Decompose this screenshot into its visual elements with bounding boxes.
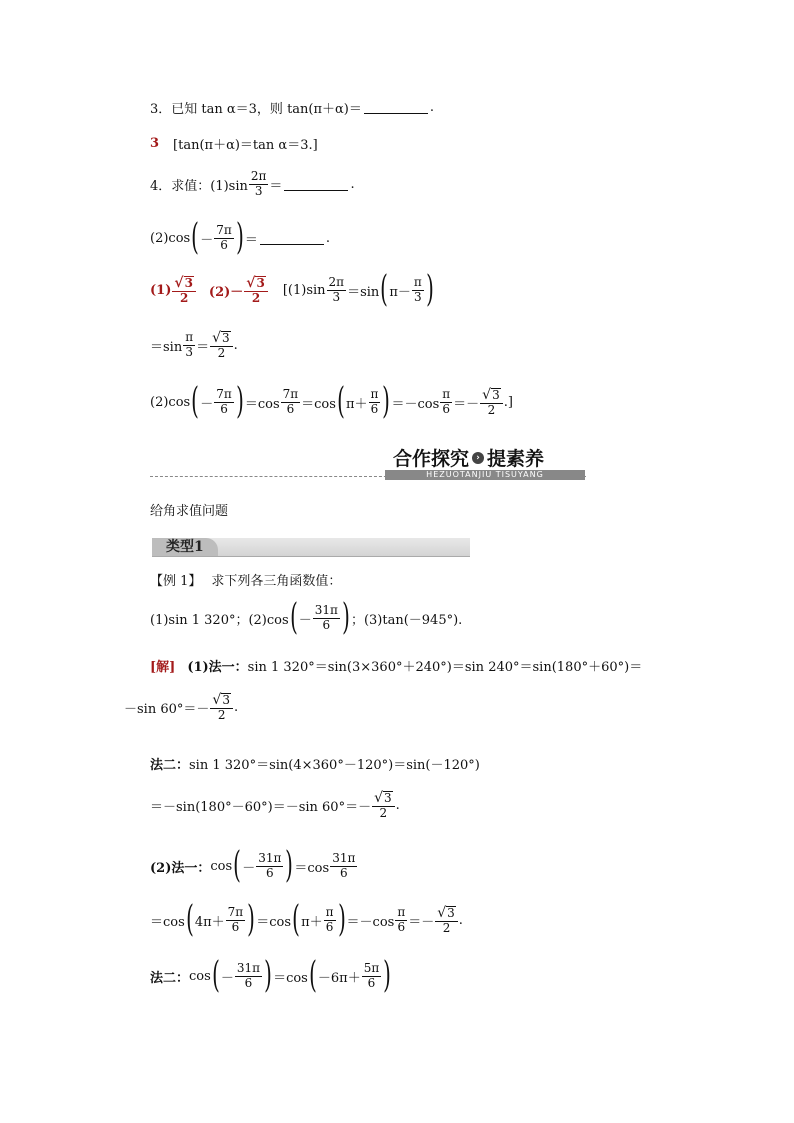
answer-fraction: √ 3 2	[244, 275, 268, 306]
banner-subtitle: HEZUOTANJIU TISUYANG	[385, 470, 585, 480]
answer-4-line-3: (2)cos ( － $\frac{7\pi}{6}$ ) ＝cos $\frac{7\pi}{6}$ ＝cos ( π＋ $\frac{\pi}{6}$ ) ＝－cos $\frac{\pi}{6}$ ＝－ √ 3 2 .]	[150, 381, 513, 422]
question-3: 3．已知 tan α＝3，则 tan(π＋α)＝ .	[150, 100, 435, 117]
solution-part-2: (2)法一： cos ( － $\frac{31\pi}{6}$ ) ＝cos $\frac{31\pi}{6}$	[150, 845, 356, 886]
type-tag: 类型1	[152, 538, 218, 556]
banner-title-2: 提素养	[487, 448, 545, 470]
question-4-part-2: (2)cos ( － $\frac{7\pi}{6}$ ) ＝ .	[150, 217, 330, 258]
banner-title-1: 合作探究	[393, 448, 470, 470]
solution-method-2: 法二： sin 1 320°＝sin(4×360°－120°)＝sin(－120°)	[150, 758, 480, 773]
fraction: $\frac{7\pi}{6}$	[216, 222, 232, 252]
answer-blank	[260, 232, 324, 245]
solution-part-2-line-2: ＝cos ( 4π＋ $\frac{7\pi}{6}$ ) ＝cos ( π＋ $\frac{\pi}{6}$ ) ＝－cos $\frac{\pi}{6}$ ＝－ √ 3 2 .	[150, 899, 463, 940]
answer-4: (1) √ 3 2 (2)－ √ 3 2 [(1)sin $\frac{2\pi}{3}$ ＝sin ( π－ $\frac{\pi}{3}$ )	[150, 269, 434, 310]
chevron-right-icon: ›	[472, 452, 484, 464]
q3-text: 3．已知 tan α＝3，则 tan(π＋α)＝	[150, 102, 362, 117]
section-heading: 给角求值问题	[150, 504, 229, 519]
solution-part-2-method-2: 法二： cos ( － $\frac{31\pi}{6}$ ) ＝cos ( －6π＋ $\frac{5\pi}{6}$ )	[150, 955, 392, 996]
solution-line-2: －sin 60°＝－ √ 3 2 .	[124, 692, 239, 723]
answer-3	[150, 134, 318, 153]
paren-left: (	[191, 217, 200, 258]
answer-blank	[284, 178, 348, 191]
answer-3-explanation: [tan(π＋α)＝tan α＝3.]	[173, 138, 318, 153]
answer-3-value: 3	[150, 136, 160, 151]
answer-blank	[364, 101, 428, 114]
example-1-heading: 【例 1】 求下列各三角函数值：	[150, 574, 342, 589]
solution-tag: [解]	[150, 660, 176, 675]
example-1-items: (1)sin 1 320°；(2)cos ( － $\frac{31\pi}{6}$ ) ；(3)tan(－945°).	[150, 597, 463, 638]
fraction: $\frac{2\pi}{3}$	[250, 169, 267, 198]
answer-4-line-2: ＝sin $\frac{\pi}{3}$ ＝ √ 3 2 .	[150, 330, 238, 361]
section-banner	[385, 444, 585, 480]
solution-method-2-line-2: ＝－sin(180°－60°)＝－sin 60°＝－ √ 3 2 .	[150, 790, 400, 821]
paren-right: )	[235, 217, 244, 258]
question-4: 4．求值：(1)sin $\frac{2\pi}{3}$ ＝ .	[150, 169, 355, 198]
type-bar	[152, 538, 470, 557]
solution-line-1: [解] (1)法一： sin 1 320°＝sin(3×360°＋240°)＝sin 240°＝sin(180°＋60°)＝	[150, 656, 642, 675]
answer-fraction: √ 3 2	[172, 275, 196, 306]
